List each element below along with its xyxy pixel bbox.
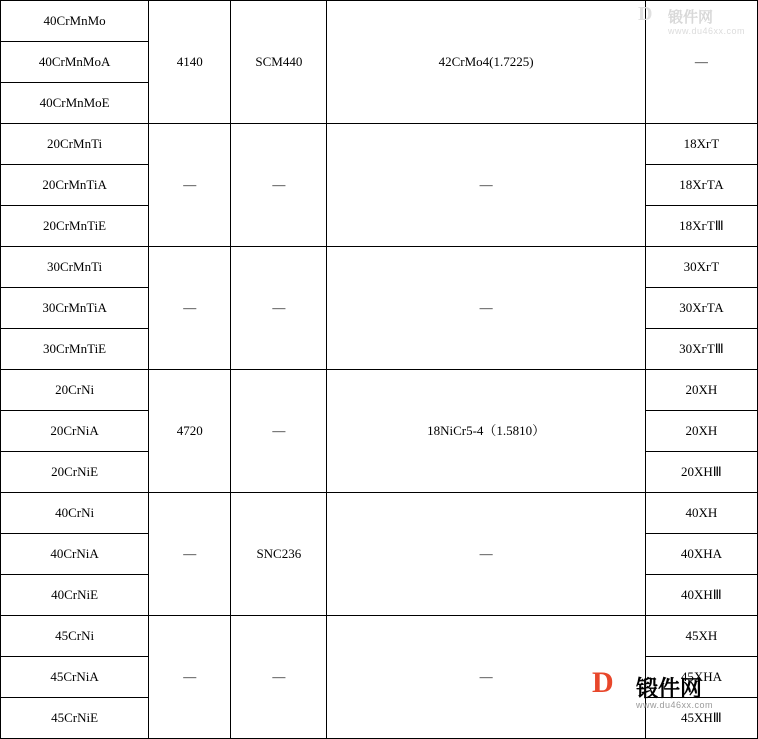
cell-jis: SNC236 [231,493,327,616]
cell-gb: 20CrMnTiE [1,206,149,247]
cell-jis: — [231,247,327,370]
watermark-top-text: 锻件网 [668,9,714,26]
cell-astm: — [149,493,231,616]
table-row [1,124,758,165]
table-row [1,1,758,42]
cell-en: 42CrMo4(1.7225) [327,1,645,124]
cell-gb: 30CrMnTiA [1,288,149,329]
cell-gb: 45CrNiA [1,657,149,698]
watermark-bottom-url: www.du46xx.com [636,700,714,710]
cell-jis: — [231,370,327,493]
table-body [1,1,758,739]
cell-astm: — [149,616,231,739]
cell-gb: 30CrMnTiE [1,329,149,370]
cell-jis: — [231,616,327,739]
table-row [1,247,758,288]
cell-gost: 30ХгТА [645,288,757,329]
cell-en: — [327,247,645,370]
cell-gb: 40CrMnMoE [1,83,149,124]
cell-gost: 45ХНⅢ [645,698,757,739]
brand-logo-icon: D [638,3,652,25]
cell-gb: 45CrNi [1,616,149,657]
cell-en: — [327,616,645,739]
brand-logo-icon-bottom: D [592,666,613,699]
cell-gb: 20CrNi [1,370,149,411]
cell-gb: 40CrMnMo [1,1,149,42]
watermark-bottom-text: 锻件网 [636,676,703,701]
cell-en: — [327,124,645,247]
cell-gb: 20CrMnTiA [1,165,149,206]
cell-gost: 30ХгТⅢ [645,329,757,370]
cell-gost: 30ХгТ [645,247,757,288]
cell-gost: 18ХгТА [645,165,757,206]
cell-gost: 20ХН [645,370,757,411]
cell-astm: — [149,124,231,247]
cell-gb: 30CrMnTi [1,247,149,288]
cell-gb: 20CrNiA [1,411,149,452]
cell-gb: 40CrMnMoA [1,42,149,83]
cell-astm: — [149,247,231,370]
cell-gost: — [645,1,757,124]
cell-gost: 45ХНА [645,657,757,698]
cell-gost: 40ХНА [645,534,757,575]
cell-gb: 40CrNiE [1,575,149,616]
cell-gost: 18ХгТ [645,124,757,165]
cell-jis: — [231,124,327,247]
cell-gost: 20ХН [645,411,757,452]
cell-gost: 18ХгТⅢ [645,206,757,247]
table-row [1,493,758,534]
table-row [1,370,758,411]
cell-gost: 40ХН [645,493,757,534]
cell-en: — [327,493,645,616]
cell-gb: 40CrNi [1,493,149,534]
cell-astm: 4720 [149,370,231,493]
cell-gb: 20CrMnTi [1,124,149,165]
cell-en: 18NiCr5-4（1.5810） [327,370,645,493]
watermark-top-url: www.du46xx.com [668,26,746,36]
cell-gb: 45CrNiE [1,698,149,739]
cell-jis: SCM440 [231,1,327,124]
cell-gb: 40CrNiA [1,534,149,575]
cell-astm: 4140 [149,1,231,124]
cell-gost: 40ХНⅢ [645,575,757,616]
cell-gb: 20CrNiE [1,452,149,493]
cell-gost: 20ХНⅢ [645,452,757,493]
table-row [1,616,758,657]
cell-gost: 45ХН [645,616,757,657]
